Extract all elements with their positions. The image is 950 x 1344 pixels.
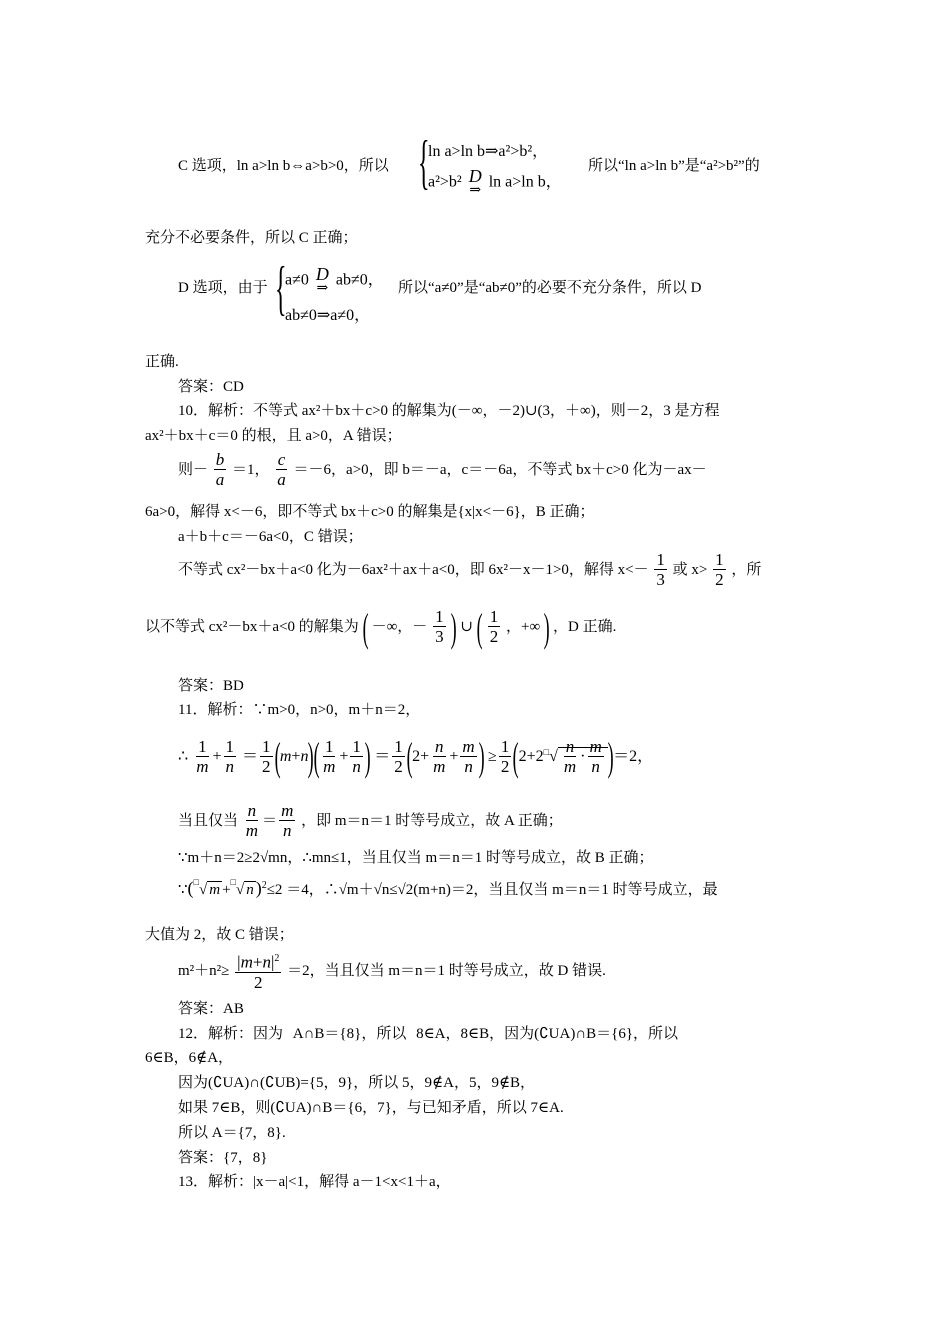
d-system-row1-right: ab≠0， (335, 271, 384, 289)
paren-close: ) (450, 604, 457, 650)
paren-open-2: ( (476, 604, 483, 650)
q10-d-correct: ，D 正确. (553, 619, 617, 635)
q10-ineq: 不等式 cx²－bx＋a<0 化为－6ax²＋ax＋a<0，即 6x²－x－1>0，解得 x<－ (178, 562, 649, 578)
q11-line4: ∵m＋n＝2≥2√mn，∴mn≤1，当且仅当 m＝n＝1 时等号成立，故 B 正确； (178, 850, 654, 866)
d-option-text: D 选项，由于 (178, 280, 268, 296)
c-system-row2-left: a²>b² (428, 173, 462, 191)
answer-9: 答案：CD (178, 379, 244, 395)
q10-line7 (145, 605, 616, 649)
q11-c-text: ＝4，∴√m＋√n≤√2(m+n)＝2，当且仅当 m＝n＝1 时等号成立，最 (286, 882, 718, 898)
q10-line5: a＋b＋c＝－6a<0，C 错误； (178, 529, 363, 545)
q11-line1: 11．解析：∵m>0，n>0，m＋n＝2， (178, 702, 421, 718)
q11-line5: ∵(□√ m +□√ n )$^2$≤2 ＝4，∴√m＋√n≤√2(m+n)＝2，当且仅当 m＝n＝1 时等号成立，最 (178, 877, 718, 898)
frac-one-third (654, 551, 667, 590)
frac-den: 2 (715, 570, 724, 590)
frac-c-over-a (275, 451, 288, 490)
d-option-end: 正确. (145, 354, 179, 370)
paren-open: ( (362, 604, 369, 650)
q13-line1: 13．解析：|x－a|<1，解得 a－1<x<1＋a， (178, 1174, 451, 1190)
frac-den: 2 (489, 627, 499, 647)
frac-num: 1 (715, 550, 724, 570)
q10-line2: ax²＋bx＋c＝0 的根，且 a>0，A 错误； (145, 428, 402, 444)
answer-11: 答案：AB (178, 1001, 244, 1017)
q12-line2: 6∈B，6∉A， (145, 1050, 234, 1066)
q11-line3: 当且仅当 $\frac{n}{m}$ ＝ $\frac{m}{n}$ ，即 m＝n＝1 时等号成立，故 A 正确； (178, 801, 563, 841)
frac-num: c (277, 450, 286, 470)
therefore-symbol: ∴ (178, 748, 189, 765)
frac-num: 1 (656, 550, 665, 570)
q10-eq1: ＝1， (232, 462, 270, 478)
c-option-end: 充分不必要条件，所以 C 正确； (145, 230, 358, 246)
q10-line4: 6a>0，解得 x<－6，即不等式 bx＋c>0 的解集是{x|x<－6}，B 正确； (145, 504, 595, 520)
frac-b-over-a (214, 451, 227, 490)
d-system-row2: ab≠0⇒a≠0， (285, 307, 371, 324)
q11-line7 (178, 950, 606, 993)
answer-10: 答案：BD (178, 678, 244, 694)
frac-one-half-2 (488, 608, 501, 647)
d-system (285, 266, 384, 328)
c-system-row1: ln a>ln b⇒a²>b²， (428, 143, 549, 160)
q11-line6: 大值为 2，故 C 错误； (145, 927, 294, 943)
q10-so: ，所 (731, 562, 762, 578)
c-option-conclusion: 所以“ln a>ln b”是“a²>b²”的 (588, 158, 760, 174)
d-option-conclusion: 所以“a≠0”是“ab≠0”的必要不充分条件，所以 D (398, 280, 702, 296)
d-system-row1 (285, 266, 384, 296)
frac-num: 1 (489, 607, 499, 627)
c-system (428, 140, 562, 198)
q10-line6 (178, 550, 761, 590)
imply-arrow: ⇒ (469, 183, 482, 198)
imply-arrow-2: ⇒ (316, 281, 329, 296)
interval-left: －∞，－ (371, 619, 428, 635)
frac-sum-sq-over-2: $\frac{|m+n|^2}{2}$ (235, 950, 281, 993)
answer-12: 答案：{7，8} (178, 1150, 268, 1166)
q11-d-wrong: ＝2，当且仅当 m＝n＝1 时等号成立，故 D 错误. (287, 962, 606, 979)
d-system-brace: { (275, 255, 287, 321)
q10-line1: 10．解析：不等式 ax²＋bx＋c>0 的解集为(－∞，－2)∪(3，＋∞)，则－2，3 是方程 (178, 403, 720, 419)
frac-one-half (713, 551, 726, 590)
c-option-text: C 选项，ln a>ln b⇔a>b>0，所以 (178, 158, 389, 174)
d-label-2: D (315, 264, 329, 284)
q10-cont: ＝－6，a>0，即 b＝－a，c＝－6a，不等式 bx＋c>0 化为－ax－ (293, 462, 707, 478)
frac-den: a (277, 470, 286, 490)
q10-line3 (178, 450, 707, 490)
q12-line4: 如果 7∈B，则(∁UA)∩B＝{6，7}，与已知矛盾，所以 7∈A. (178, 1100, 564, 1116)
q12-line5: 所以 A＝{7，8}. (178, 1125, 286, 1141)
frac-den: 3 (435, 627, 444, 647)
q11-a-correct: ，即 m＝n＝1 时等号成立，故 A 正确； (301, 813, 563, 829)
q12-line3: 因为(∁UA)∩(∁UB)={5，9}，所以 5，9∉A，5，9∉B， (178, 1075, 536, 1091)
frac-num: b (215, 450, 225, 470)
c-system-row2-right: ln a>ln b， (488, 173, 562, 191)
union-symbol: ∪ (460, 619, 473, 635)
q12-line1: 12．解析：因为 A∩B＝{8}，所以 8∈A，8∈B，因为(∁UA)∩B＝{6}，所以 (178, 1026, 679, 1042)
interval-right: ，+∞ (506, 619, 541, 635)
d-notimply-arrow (316, 266, 329, 296)
frac-den: 3 (656, 570, 665, 590)
frac-1-over-m: $\frac{1}{m}$ (196, 736, 209, 776)
frac-num: 1 (435, 607, 444, 627)
paren-close-2: ) (543, 604, 550, 650)
q10-then: 则－ (178, 462, 209, 478)
d-system-row1-left: a≠0 (285, 271, 309, 289)
frac-one-third-2 (433, 608, 446, 647)
q11-d-ineq: m²＋n²≥ (178, 962, 230, 979)
d-label: D (468, 166, 482, 186)
q10-or: 或 x> (672, 562, 708, 578)
q11-iff: 当且仅当 (178, 813, 239, 829)
q11-line2-formula: ∴ $\frac{1}{m}$ + $\frac{1}{n}$ ＝ $\frac{1}{2}$ (m+n)( $\frac{1}{m}$ + $\frac{1}{n}$ ) ＝ $\frac{1}{2}$ (2+ $\frac{n}{m}$ + $\frac{m}{n}$ ) ≥ $\frac{1}{2}$ (2+2□√ $\frac{n}{m}$ · $\frac{m}{n}$ )＝2， (178, 734, 654, 780)
q10-solution-set: 以不等式 cx²－bx＋a<0 的解集为 (145, 619, 359, 635)
because-symbol: ∵ (178, 882, 188, 898)
frac-1-over-n: $\frac{1}{n}$ (225, 736, 234, 776)
c-system-row2 (428, 168, 562, 198)
frac-n-over-m: $\frac{n}{m}$ (245, 801, 259, 841)
c-system-brace: { (418, 129, 430, 195)
frac-half: $\frac{1}{2}$ (262, 736, 271, 776)
c-notimply-arrow (469, 168, 482, 198)
frac-den: a (215, 470, 225, 490)
frac-m-over-n: $\frac{m}{n}$ (281, 801, 294, 841)
